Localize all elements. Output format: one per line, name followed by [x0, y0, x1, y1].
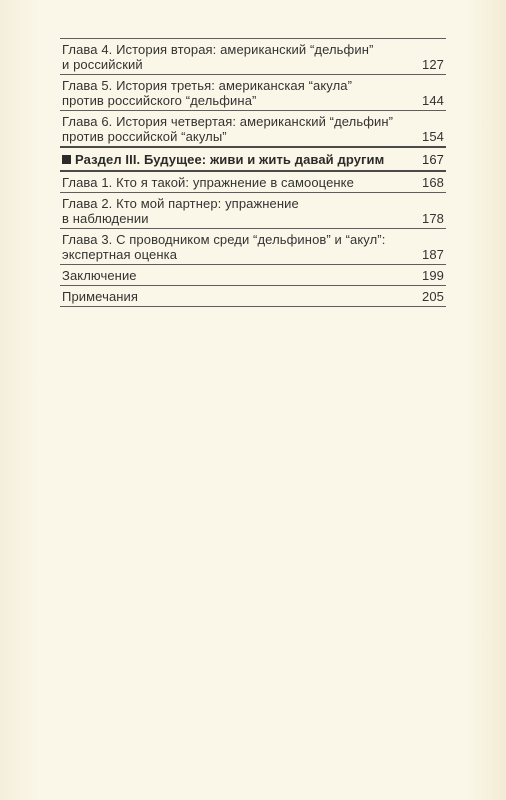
toc-page-number: 178	[422, 211, 444, 226]
toc-entry-chapter-6	[60, 110, 446, 146]
toc-title-line: против российского “дельфина”	[62, 93, 257, 108]
toc-title-line: Глава 1. Кто я такой: упражнение в самооценке	[62, 175, 354, 190]
toc-title-line: Глава 4. История вторая: американский “дельфин”	[62, 42, 374, 57]
toc-title-line: Глава 6. История четвертая: американский “дельфин”	[62, 114, 394, 129]
toc-section-title	[60, 152, 404, 167]
toc-page-number: 144	[422, 93, 444, 108]
toc-title-line: Глава 5. История третья: американская “акула”	[62, 78, 353, 93]
toc-entry-conclusion	[60, 264, 446, 285]
square-bullet-icon	[62, 155, 71, 164]
toc-entry-section-3	[60, 146, 446, 170]
toc-title-line: Глава 2. Кто мой партнер: упражнение	[62, 196, 299, 211]
toc-entry-section3-chapter-3	[60, 228, 446, 264]
toc-entry-section3-chapter-1	[60, 170, 446, 192]
toc-entry-section3-chapter-2	[60, 192, 446, 228]
toc-page-number: 154	[422, 129, 444, 144]
toc-entry-title	[60, 175, 404, 190]
toc-title-line: Заключение	[62, 268, 137, 283]
toc-page-number: 205	[422, 289, 444, 304]
toc-title-line	[62, 152, 394, 167]
toc-entry-title	[60, 78, 404, 108]
toc-title-line: в наблюдении	[62, 211, 149, 226]
toc-entry-title	[60, 268, 404, 283]
toc-entry-chapter-4	[60, 38, 446, 74]
toc-title-line: Примечания	[62, 289, 139, 304]
toc-section-label: Раздел III. Будущее: живи и жить давай другим	[75, 152, 385, 167]
toc-entry-title	[60, 232, 404, 262]
toc-page-number: 199	[422, 268, 444, 283]
table-of-contents	[60, 38, 446, 307]
toc-entry-title	[60, 196, 404, 226]
toc-entry-notes	[60, 285, 446, 307]
toc-page-number: 167	[422, 152, 444, 167]
toc-title-line: экспертная оценка	[62, 247, 178, 262]
toc-page-number: 127	[422, 57, 444, 72]
toc-entry-chapter-5	[60, 74, 446, 110]
toc-title-line: против российской “акулы”	[62, 129, 227, 144]
toc-title-line: Глава 3. С проводником среди “дельфинов” и “акул”:	[62, 232, 386, 247]
toc-page-number: 168	[422, 175, 444, 190]
toc-entry-title	[60, 114, 404, 144]
toc-entry-title	[60, 289, 404, 304]
toc-page-number: 187	[422, 247, 444, 262]
toc-entry-title	[60, 42, 404, 72]
toc-title-line: и российский	[62, 57, 143, 72]
